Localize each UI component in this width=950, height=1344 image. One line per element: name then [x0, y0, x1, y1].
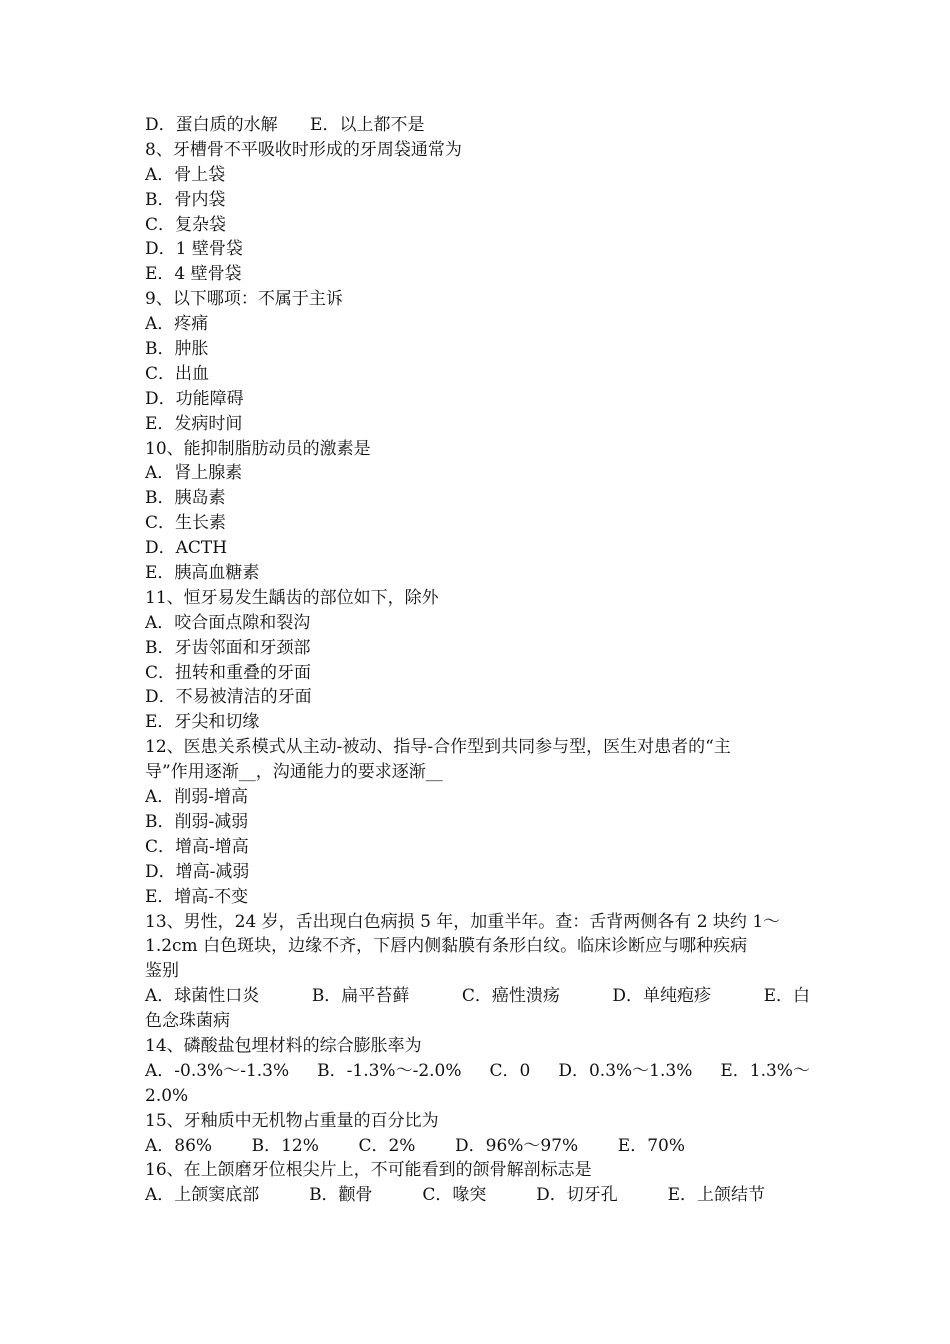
option-e: E．70% [617, 1135, 685, 1156]
option-c: C．癌性溃疡 [461, 986, 560, 1007]
option-e: E．1.3%～ [720, 1060, 810, 1081]
question-14: 14、磷酸盐包埋材料的综合膨胀率为 [145, 1035, 422, 1056]
option-line: B．削弱-减弱 [145, 811, 249, 832]
option-line: D．增高-减弱 [145, 861, 250, 882]
option-a: A．-0.3%～-1.3% [145, 1060, 290, 1081]
option-line: A．骨上袋 [145, 164, 226, 185]
question-13: 13、男性，24 岁，舌出现白色病损 5 年，加重半年。查：舌背两侧各有 2 块约 1～ [145, 911, 781, 932]
question-9: 9、以下哪项：不属于主诉 [145, 289, 343, 310]
option-a: A．86% [145, 1135, 213, 1156]
option-line: E．牙尖和切缘 [145, 712, 260, 733]
question-16: 16、在上颌磨牙位根尖片上，不可能看到的颌骨解剖标志是 [145, 1160, 592, 1181]
option-line: B．骨内袋 [145, 189, 226, 210]
option-c: C．2% [358, 1135, 416, 1156]
question-13-cont: 1.2cm 白色斑块，边缘不齐，下唇内侧黏膜有条形白纹。临床诊断应与哪种疾病 [145, 936, 748, 957]
option-b: B．颧骨 [309, 1185, 373, 1206]
option-a: A．球菌性口炎 [145, 986, 260, 1007]
q16-options-row [145, 1183, 765, 1208]
option-wrap: 色念珠菌病 [145, 1011, 230, 1032]
option-d: D．切牙孔 [536, 1185, 618, 1206]
option-line: A．疼痛 [145, 314, 209, 335]
document-page [145, 113, 810, 1208]
question-12: 12、医患关系模式从主动-被动、指导-合作型到共同参与型，医生对患者的“主 [145, 737, 731, 758]
option-d: D．单纯疱疹 [612, 986, 712, 1007]
option-e: E．上颌结节 [667, 1185, 765, 1206]
option-e: E．白 [763, 986, 810, 1007]
option-line: C．扭转和重叠的牙面 [145, 662, 312, 683]
option-line: D．不易被清洁的牙面 [145, 687, 312, 708]
option-line: A．肾上腺素 [145, 463, 243, 484]
option-b: B．扁平苔藓 [311, 986, 410, 1007]
option-a: A．上颌窦底部 [145, 1185, 260, 1206]
option-b: B．-1.3%～-2.0% [317, 1060, 462, 1081]
option-line: E．增高-不变 [145, 886, 249, 907]
option-line: C．增高-增高 [145, 836, 249, 857]
option-c: C．0 [489, 1060, 531, 1081]
option-line: E．4 壁骨袋 [145, 264, 242, 285]
question-15: 15、牙釉质中无机物占重量的百分比为 [145, 1110, 439, 1131]
option-line: C．复杂袋 [145, 214, 227, 235]
option-wrap: 2.0% [145, 1085, 189, 1106]
option-line: E．胰高血糖素 [145, 563, 260, 584]
question-8: 8、牙槽骨不平吸收时形成的牙周袋通常为 [145, 139, 462, 160]
option-c: C．喙突 [422, 1185, 487, 1206]
q14-options-row [145, 1059, 810, 1084]
option-line: C．生长素 [145, 513, 227, 534]
option-line: A．削弱-增高 [145, 787, 249, 808]
option-d: D．96%～97% [455, 1135, 579, 1156]
option-line: D．1 壁骨袋 [145, 239, 243, 260]
text-line: D．蛋白质的水解 E．以上都不是 [145, 115, 425, 135]
question-12-cont: 导”作用逐渐__，沟通能力的要求逐渐__ [145, 762, 443, 783]
option-b: B．12% [251, 1135, 319, 1156]
question-10: 10、能抑制脂肪动员的激素是 [145, 438, 371, 459]
option-line: E．发病时间 [145, 413, 243, 434]
question-13-cont: 鉴别 [145, 961, 179, 982]
option-line: A．咬合面点隙和裂沟 [145, 612, 311, 633]
option-line: D．ACTH [145, 538, 228, 559]
option-line: C．出血 [145, 363, 210, 384]
option-d: D．0.3%～1.3% [558, 1060, 693, 1081]
option-line: D．功能障碍 [145, 388, 244, 409]
question-11: 11、恒牙易发生龋齿的部位如下，除外 [145, 587, 439, 608]
q13-options-row [145, 984, 810, 1009]
option-line: B．胰岛素 [145, 488, 226, 509]
q15-options-row [145, 1134, 685, 1159]
option-line: B．牙齿邻面和牙颈部 [145, 637, 311, 658]
option-line: B．肿胀 [145, 339, 209, 360]
